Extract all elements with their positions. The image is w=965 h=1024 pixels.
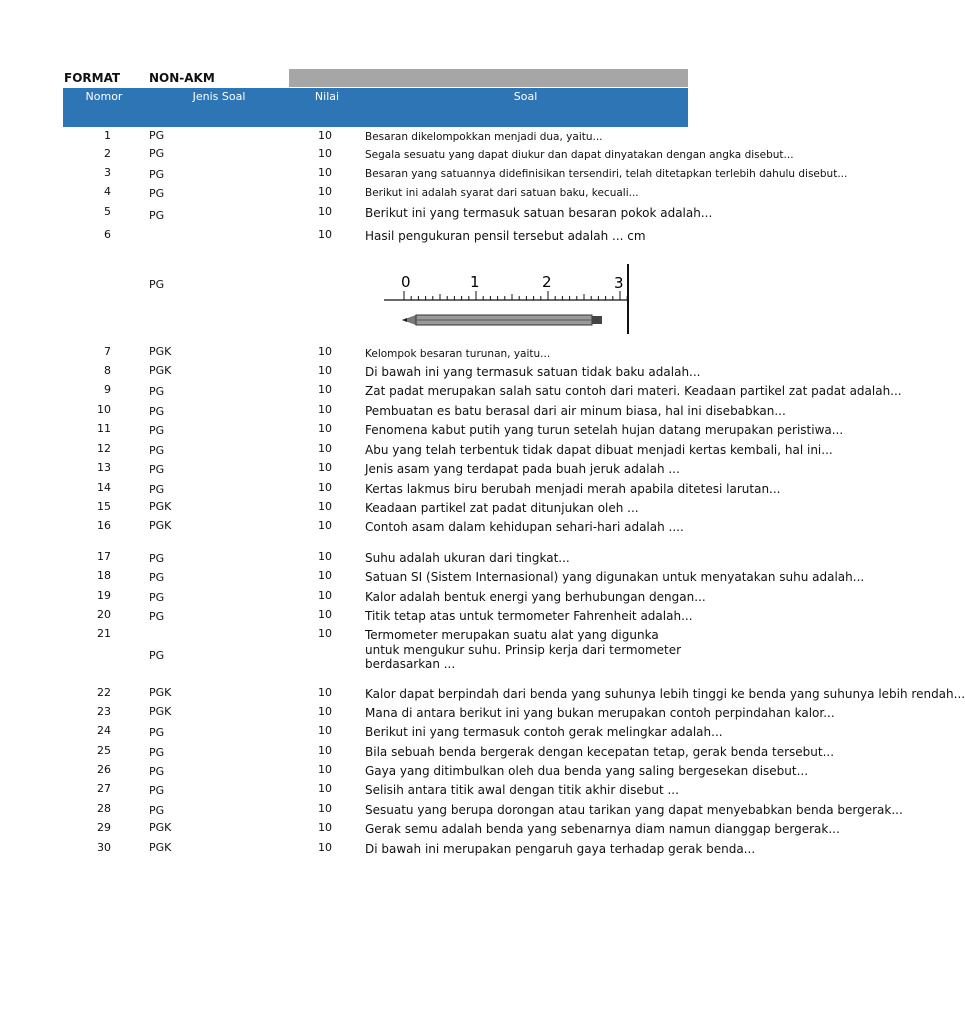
row-number: 27 — [97, 782, 111, 795]
row-number: 25 — [97, 744, 111, 757]
tick-label-0: 0 — [401, 273, 411, 291]
row-type: PGK — [149, 519, 172, 532]
row-score: 10 — [318, 519, 332, 532]
row-type: PGK — [149, 821, 172, 834]
row-question: Besaran yang satuannya didefinisikan tersendiri, telah ditetapkan terlebih dahulu disebut... — [365, 168, 848, 180]
row-number: 4 — [104, 185, 111, 198]
row-score: 10 — [318, 724, 332, 737]
row-number: 21 — [97, 627, 111, 640]
row-type: PG — [149, 571, 165, 584]
row-number: 16 — [97, 519, 111, 532]
row-type: PG — [149, 405, 165, 418]
row-score: 10 — [318, 569, 332, 582]
row-score: 10 — [318, 705, 332, 718]
row-number: 17 — [97, 550, 111, 563]
row-question: Kalor adalah bentuk energi yang berhubungan dengan... — [365, 590, 706, 604]
row-question: Gaya yang ditimbulkan oleh dua benda yang saling bergesekan disebut... — [365, 764, 809, 778]
row-type: PG — [149, 649, 165, 662]
pencil-icon — [402, 315, 602, 325]
row-number: 1 — [104, 129, 111, 142]
row-question: Kelompok besaran turunan, yaitu... — [365, 348, 551, 360]
row-type: PG — [149, 385, 165, 398]
row-question: Segala sesuatu yang dapat diukur dan dapat dinyatakan dengan angka disebut... — [365, 149, 794, 161]
row-type: PG — [149, 278, 165, 291]
row-number: 12 — [97, 442, 111, 455]
header-jenis-soal: Jenis Soal — [192, 90, 246, 103]
row-type: PG — [149, 784, 165, 797]
row-score: 10 — [318, 608, 332, 621]
row-score: 10 — [318, 550, 332, 563]
row-number: 15 — [97, 500, 111, 513]
row-score: 10 — [318, 166, 332, 179]
row-number: 30 — [97, 841, 111, 854]
row-question: Di bawah ini yang termasuk satuan tidak baku adalah... — [365, 365, 701, 379]
row-number: 28 — [97, 802, 111, 815]
tick-label-3: 3 — [614, 274, 624, 292]
row-type: PG — [149, 804, 165, 817]
row-score: 10 — [318, 442, 332, 455]
row-number: 20 — [97, 608, 111, 621]
row-type: PG — [149, 746, 165, 759]
row-type: PGK — [149, 686, 172, 699]
row-question: Termometer merupakan suatu alat yang digunka untuk mengukur suhu. Prinsip kerja dari termometer berdasarkan ... — [365, 628, 682, 671]
row-score: 10 — [318, 364, 332, 377]
tick-label-2: 2 — [542, 273, 552, 291]
row-number: 6 — [104, 228, 111, 241]
row-score: 10 — [318, 481, 332, 494]
row-score: 10 — [318, 589, 332, 602]
row-question: Sesuatu yang berupa dorongan atau tarikan yang dapat menyebabkan benda bergerak... — [365, 803, 903, 817]
row-type: PG — [149, 129, 165, 142]
row-score: 10 — [318, 403, 332, 416]
row-score: 10 — [318, 841, 332, 854]
row-score: 10 — [318, 205, 332, 218]
row-question: Satuan SI (Sistem Internasional) yang digunakan untuk menyatakan suhu adalah... — [365, 570, 865, 584]
row-question: Titik tetap atas untuk termometer Fahrenheit adalah... — [365, 609, 693, 623]
row-number: 11 — [97, 422, 111, 435]
row-type: PG — [149, 168, 165, 181]
row-score: 10 — [318, 686, 332, 699]
ruler-pencil-figure — [380, 262, 642, 336]
row-score: 10 — [318, 345, 332, 358]
row-question: Selisih antara titik awal dengan titik akhir disebut ... — [365, 783, 679, 797]
row-question: Di bawah ini merupakan pengaruh gaya terhadap gerak benda... — [365, 842, 756, 856]
row-number: 23 — [97, 705, 111, 718]
row-question: Berikut ini adalah syarat dari satuan baku, kecuali... — [365, 187, 639, 199]
row-score: 10 — [318, 147, 332, 160]
row-question: Jenis asam yang terdapat pada buah jeruk adalah ... — [365, 462, 680, 476]
row-type: PG — [149, 591, 165, 604]
ruler-ticks — [404, 291, 627, 300]
row-type: PG — [149, 463, 165, 476]
row-number: 13 — [97, 461, 111, 474]
row-question: Besaran dikelompokkan menjadi dua, yaitu... — [365, 131, 603, 143]
row-number: 26 — [97, 763, 111, 776]
row-type: PG — [149, 444, 165, 457]
row-score: 10 — [318, 744, 332, 757]
row-type: PG — [149, 209, 165, 222]
row-type: PG — [149, 483, 165, 496]
row-question: Pembuatan es batu berasal dari air minum biasa, hal ini disebabkan... — [365, 404, 786, 418]
row-score: 10 — [318, 228, 332, 241]
row-number: 24 — [97, 724, 111, 737]
row-score: 10 — [318, 422, 332, 435]
row-question: Kertas lakmus biru berubah menjadi merah apabila ditetesi larutan... — [365, 482, 781, 496]
row-type: PGK — [149, 364, 172, 377]
row-question: Kalor dapat berpindah dari benda yang suhunya lebih tinggi ke benda yang suhunya lebih rendah... — [365, 687, 965, 701]
row-question: Hasil pengukuran pensil tersebut adalah ... cm — [365, 229, 646, 243]
row-type: PG — [149, 765, 165, 778]
row-question: Fenomena kabut putih yang turun setelah hujan datang merupakan peristiwa... — [365, 423, 844, 437]
row-number: 18 — [97, 569, 111, 582]
row-number: 22 — [97, 686, 111, 699]
row-question: Keadaan partikel zat padat ditunjukan oleh ... — [365, 501, 639, 515]
row-question: Bila sebuah benda bergerak dengan kecepatan tetap, gerak benda tersebut... — [365, 745, 835, 759]
row-score: 10 — [318, 763, 332, 776]
tick-label-1: 1 — [470, 273, 480, 291]
row-type: PG — [149, 552, 165, 565]
header-nomor: Nomor — [85, 90, 123, 103]
header-nilai: Nilai — [314, 90, 340, 103]
row-type: PGK — [149, 705, 172, 718]
row-number: 7 — [104, 345, 111, 358]
row-number: 8 — [104, 364, 111, 377]
row-number: 2 — [104, 147, 111, 160]
row-score: 10 — [318, 461, 332, 474]
row-number: 10 — [97, 403, 111, 416]
row-type: PGK — [149, 500, 172, 513]
row-score: 10 — [318, 627, 332, 640]
row-question: Berikut ini yang termasuk contoh gerak melingkar adalah... — [365, 725, 723, 739]
row-number: 3 — [104, 166, 111, 179]
row-type: PG — [149, 610, 165, 623]
row-type: PG — [149, 424, 165, 437]
format-label: FORMAT — [64, 71, 121, 85]
row-score: 10 — [318, 500, 332, 513]
row-score: 10 — [318, 802, 332, 815]
row-type: PG — [149, 726, 165, 739]
row-question: Contoh asam dalam kehidupan sehari-hari adalah .... — [365, 520, 684, 534]
row-score: 10 — [318, 185, 332, 198]
row-score: 10 — [318, 129, 332, 142]
row-number: 5 — [104, 205, 111, 218]
row-question: Zat padat merupakan salah satu contoh dari materi. Keadaan partikel zat padat adalah... — [365, 384, 902, 398]
header-soal: Soal — [513, 90, 538, 103]
row-number: 29 — [97, 821, 111, 834]
row-type: PGK — [149, 345, 172, 358]
row-score: 10 — [318, 383, 332, 396]
row-type: PGK — [149, 841, 172, 854]
row-type: PG — [149, 147, 165, 160]
row-question: Abu yang telah terbentuk tidak dapat dibuat menjadi kertas kembali, hal ini... — [365, 443, 833, 457]
row-score: 10 — [318, 782, 332, 795]
row-score: 10 — [318, 821, 332, 834]
row-question: Mana di antara berikut ini yang bukan merupakan contoh perpindahan kalor... — [365, 706, 835, 720]
row-number: 9 — [104, 383, 111, 396]
format-value: NON-AKM — [149, 71, 215, 85]
row-question: Suhu adalah ukuran dari tingkat... — [365, 551, 570, 565]
row-question: Gerak semu adalah benda yang sebenarnya diam namun dianggap bergerak... — [365, 822, 840, 836]
row-number: 19 — [97, 589, 111, 602]
row-type: PG — [149, 187, 165, 200]
row-number: 14 — [97, 481, 111, 494]
row-question: Berikut ini yang termasuk satuan besaran pokok adalah... — [365, 206, 713, 220]
